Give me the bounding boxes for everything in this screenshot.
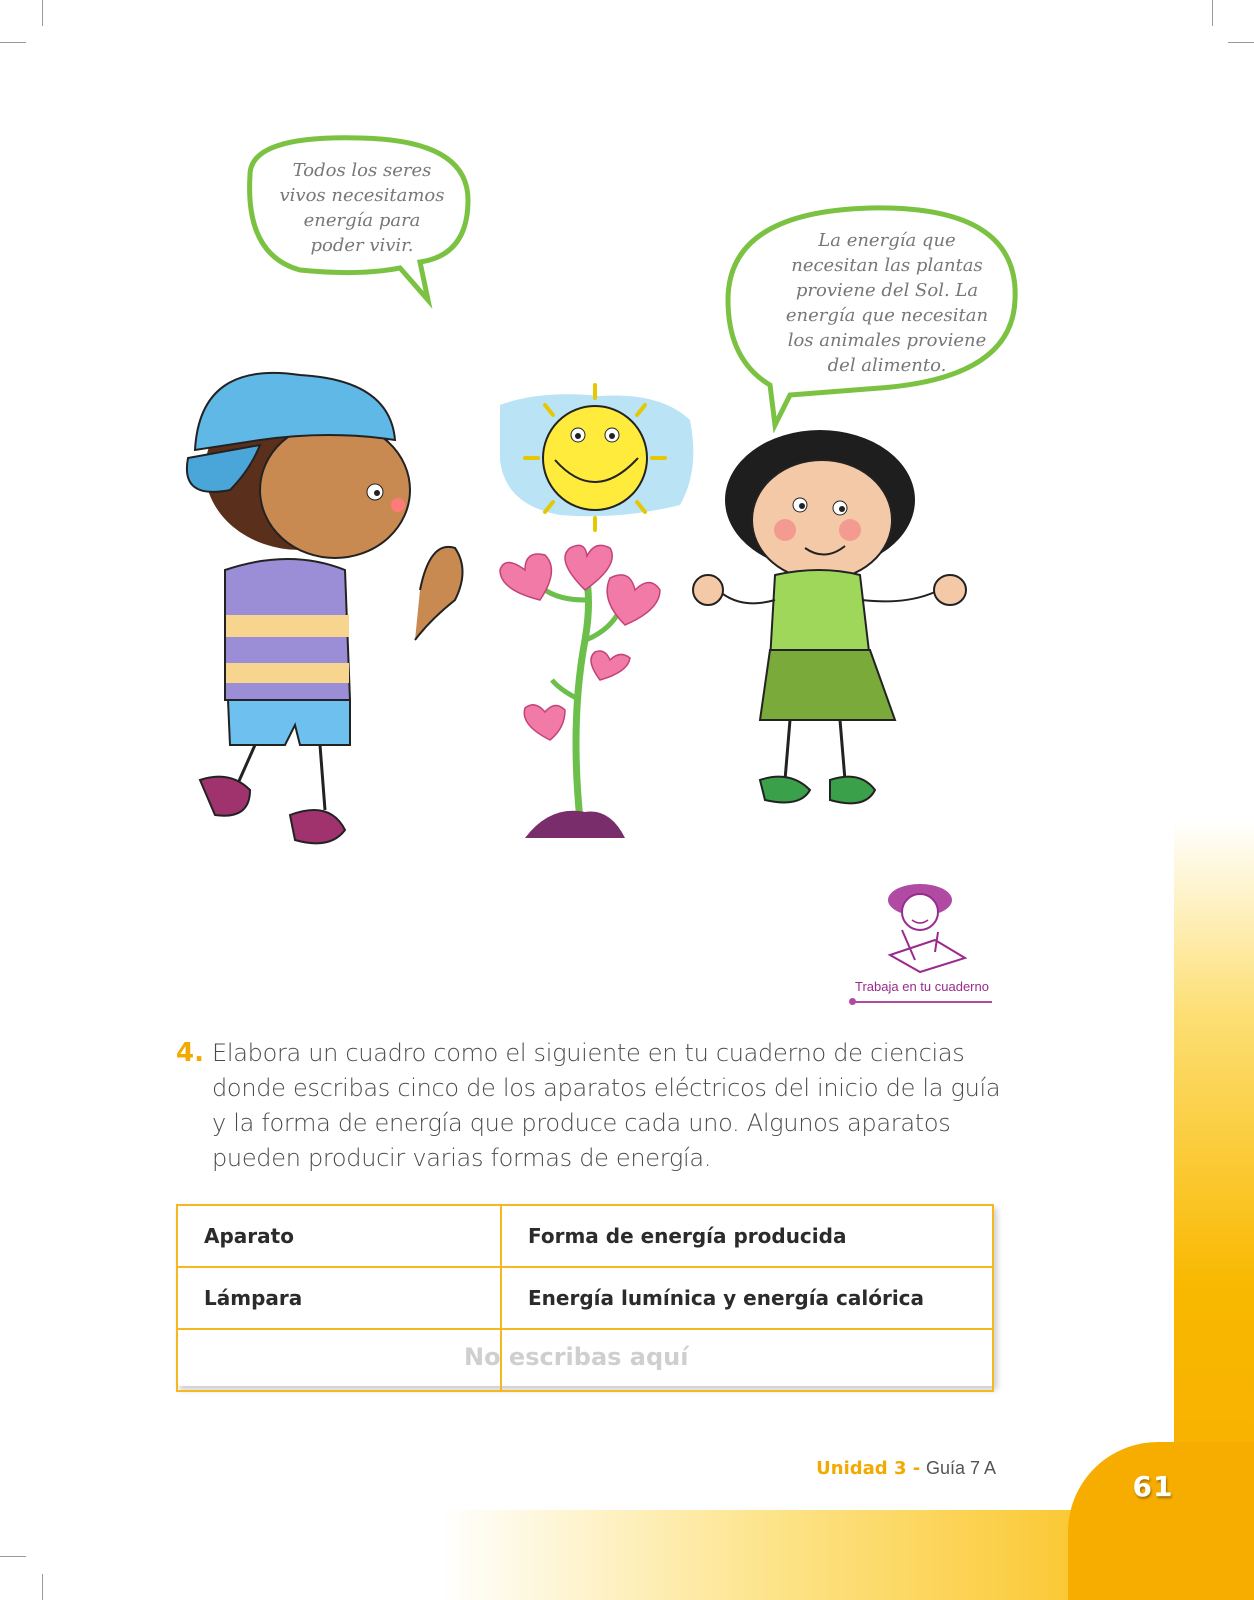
do-not-write-watermark: No escribas aquí [464, 1343, 689, 1371]
bubble-line: La energía que [818, 230, 956, 251]
heart-flower-plant-icon [500, 545, 660, 838]
bubble-line: los animales proviene [787, 330, 987, 351]
table-header-cell: Aparato [177, 1205, 501, 1267]
table-header-cell: Forma de energía producida [501, 1205, 993, 1267]
page-tab [1068, 1442, 1254, 1600]
speech-bubble-right-text [762, 228, 1012, 378]
bubble-line: proviene del Sol. La [795, 280, 979, 301]
table-header-row [177, 1205, 993, 1267]
smiling-sun-icon [500, 385, 693, 530]
page-number: 61 [1132, 1470, 1174, 1503]
boy-with-cap-icon [187, 373, 463, 843]
table-cell: Lámpara [177, 1267, 501, 1329]
notebook-badge-underline [852, 1001, 992, 1003]
bubble-line: necesitan las plantas [791, 255, 983, 276]
bubble-line: Todos los seres [292, 160, 432, 181]
crop-mark [42, 1574, 43, 1600]
notebook-badge-dot [849, 998, 856, 1005]
table-row [177, 1267, 993, 1329]
bubble-line: energía para [303, 210, 421, 231]
question-number: 4. [176, 1038, 204, 1068]
bubble-line: del alimento. [827, 355, 947, 376]
child-writing-notebook-icon [880, 880, 970, 975]
crop-mark [0, 1556, 26, 1557]
table-cell [177, 1329, 501, 1391]
speech-bubble-left-text [262, 158, 462, 258]
footer-guide: Guía 7 A [925, 1458, 996, 1478]
question-text: Elabora un cuadro como el siguiente en tu cuaderno de ciencias donde escribas cinco de los aparatos eléctricos del inicio de la guía y la forma de energía que produce cada uno. Algunos aparatos pueden producir varias formas de energía. [212, 1039, 1001, 1172]
notebook-badge-label: Trabaja en tu cuaderno [855, 979, 989, 994]
footer-label [770, 1458, 996, 1479]
bubble-line: vivos necesitamos [279, 185, 445, 206]
footer-unit: Unidad 3 - [816, 1458, 921, 1479]
bubble-line: energía que necesitan [785, 305, 989, 326]
table-cell: Energía lumínica y energía calórica [501, 1267, 993, 1329]
girl-green-dress-icon [693, 430, 966, 803]
bubble-line: poder vivir. [310, 235, 414, 256]
